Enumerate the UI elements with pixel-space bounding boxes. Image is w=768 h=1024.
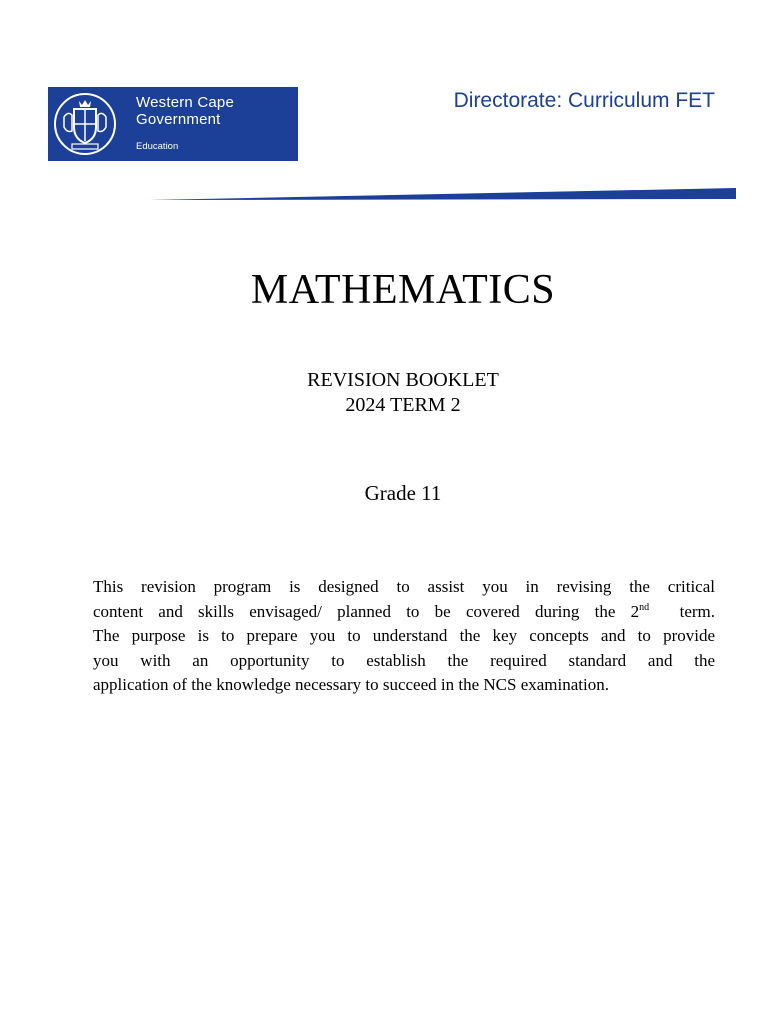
logo-name	[136, 94, 234, 128]
wcg-logo	[48, 87, 298, 161]
intro-paragraph	[93, 575, 715, 698]
logo-name-line1: Western Cape	[136, 94, 235, 111]
intro-line-1: This revision program is designed to assist you in revising the critical	[93, 577, 715, 596]
intro-line-2-text: content and skills envisaged/ planned to be covered during the 2	[93, 601, 640, 621]
intro-line-5: application of the knowledge necessary to succeed in the NCS examination.	[93, 675, 609, 694]
document-subtitle-line2: 2024 TERM 2	[345, 394, 461, 416]
logo-department: Education	[136, 141, 179, 152]
intro-line-2	[93, 600, 715, 625]
document-subtitle-line1: REVISION BOOKLET	[307, 369, 499, 391]
directorate-heading: Directorate: Curriculum FET	[453, 89, 715, 112]
logo-name-line2: Government	[136, 111, 221, 128]
intro-line-4: you with an opportunity to establish the required standard and the	[93, 650, 715, 670]
intro-line-2-end: term.	[649, 601, 716, 621]
header-swoosh-divider	[150, 186, 736, 204]
document-title: MATHEMATICS	[250, 267, 556, 313]
intro-line-3: The purpose is to prepare you to understand the key concepts and to provide	[93, 626, 715, 645]
ordinal-suffix: nd	[639, 601, 650, 613]
grade-label: Grade 11	[364, 481, 442, 505]
coat-of-arms-icon	[52, 91, 118, 157]
